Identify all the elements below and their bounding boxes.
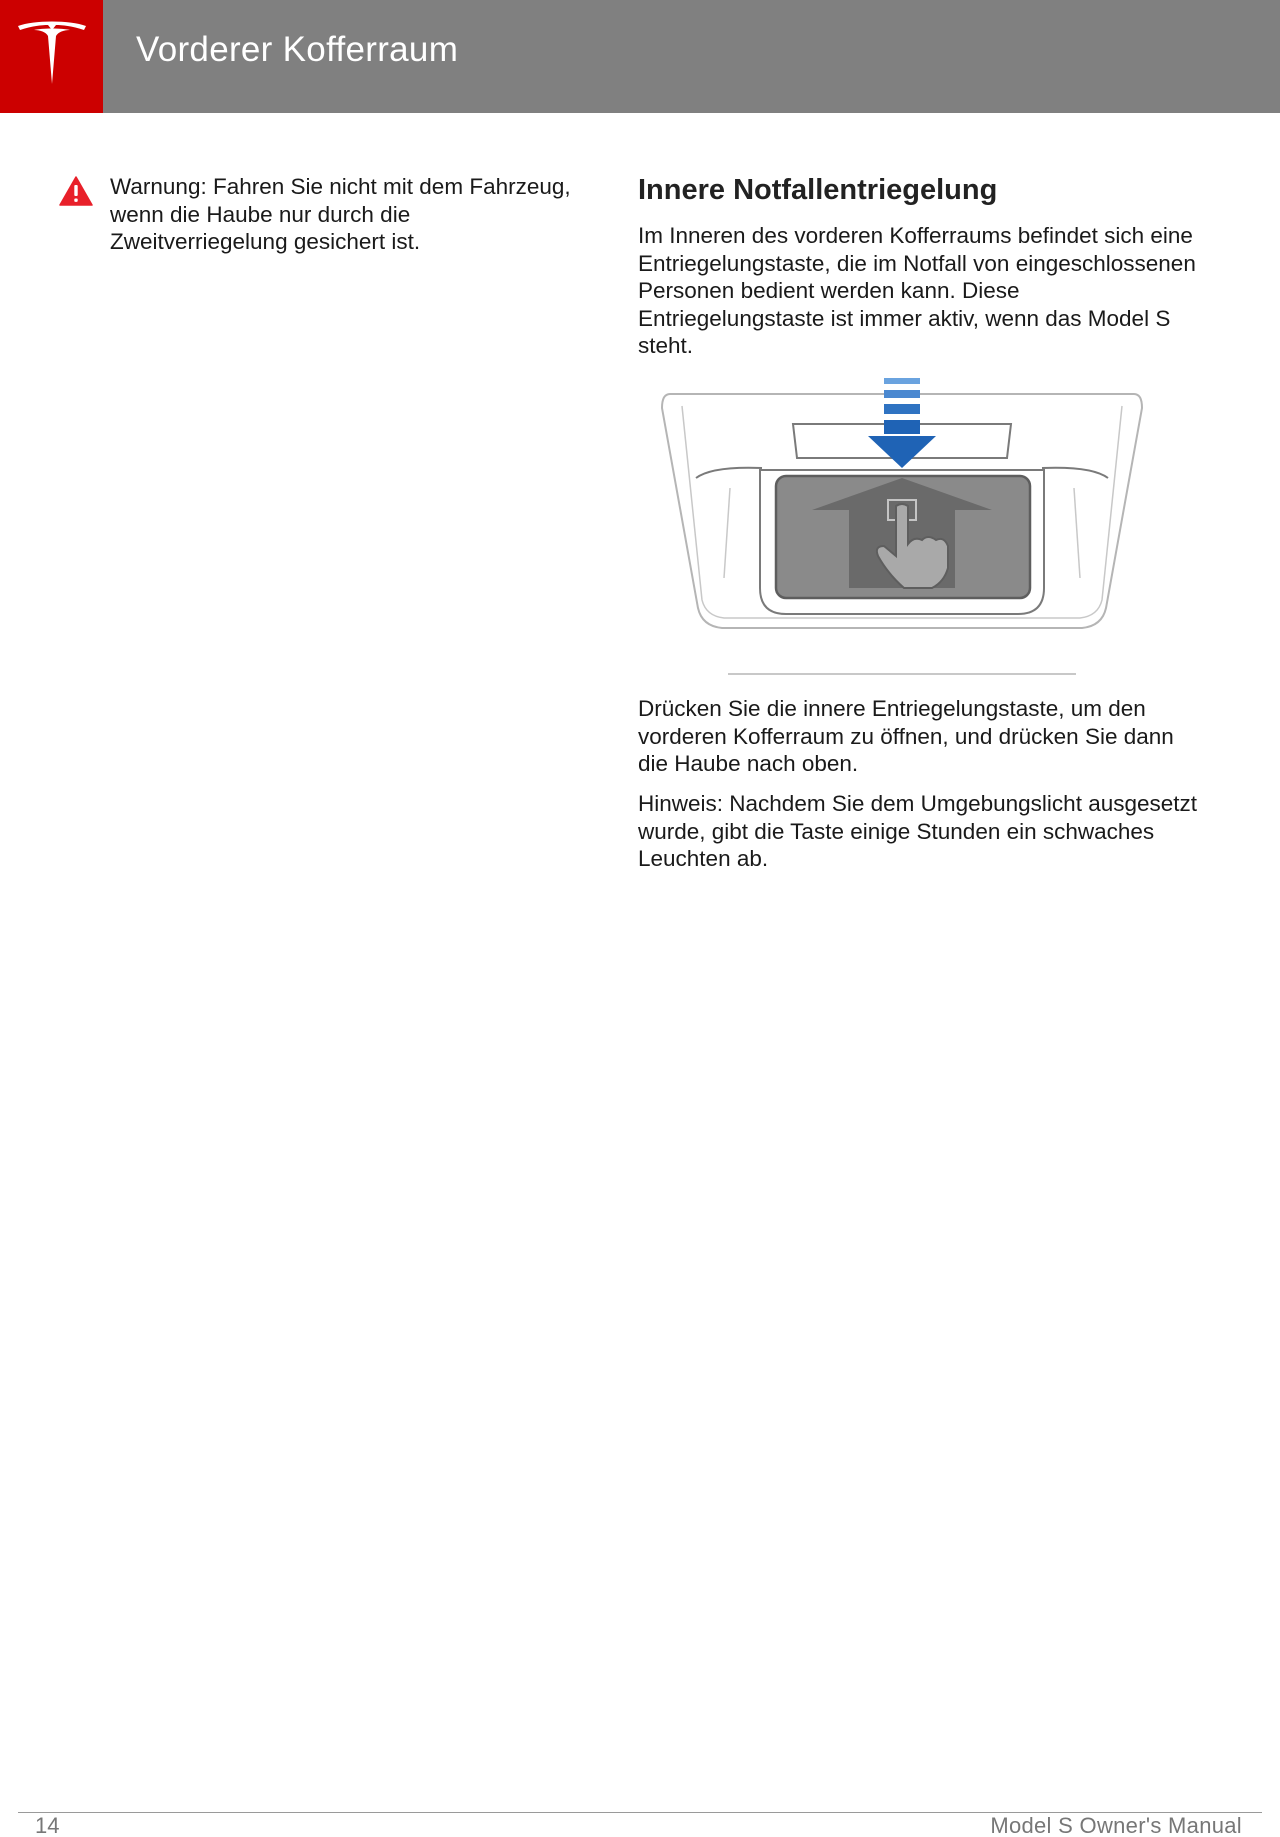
page-title: Vorderer Kofferraum <box>136 30 459 69</box>
manual-title: Model S Owner's Manual <box>990 1813 1242 1837</box>
release-button-illustration <box>652 378 1152 678</box>
instruction-paragraph: Drücken Sie die innere Entriegelungstaste, um den vorderen Kofferraum zu öffnen, und drücken Sie dann die Haube nach oben. <box>638 696 1174 776</box>
section-heading: Innere Notfallentriegelung <box>638 174 998 206</box>
page-header <box>0 0 1280 113</box>
intro-paragraph: Im Inneren des vorderen Kofferraums befindet sich eine Entriegelungstaste, die im Notfall von eingeschlossenen Personen bedient werden kann. Diese Entriegelungstaste ist immer aktiv, wenn das Model S steht. <box>638 223 1196 358</box>
note-paragraph: Hinweis: Nachdem Sie dem Umgebungslicht ausgesetzt wurde, gibt die Taste einige Stunden ein schwaches Leuchten ab. <box>638 791 1198 871</box>
brand-logo <box>0 0 103 113</box>
warning-triangle-icon <box>59 176 93 206</box>
tesla-logo-icon <box>16 20 88 86</box>
page-number: 14 <box>35 1813 60 1837</box>
warning-text: Warnung: Fahren Sie nicht mit dem Fahrzeug, wenn die Haube nur durch die Zweitverriegelung gesichert ist. <box>110 174 571 254</box>
